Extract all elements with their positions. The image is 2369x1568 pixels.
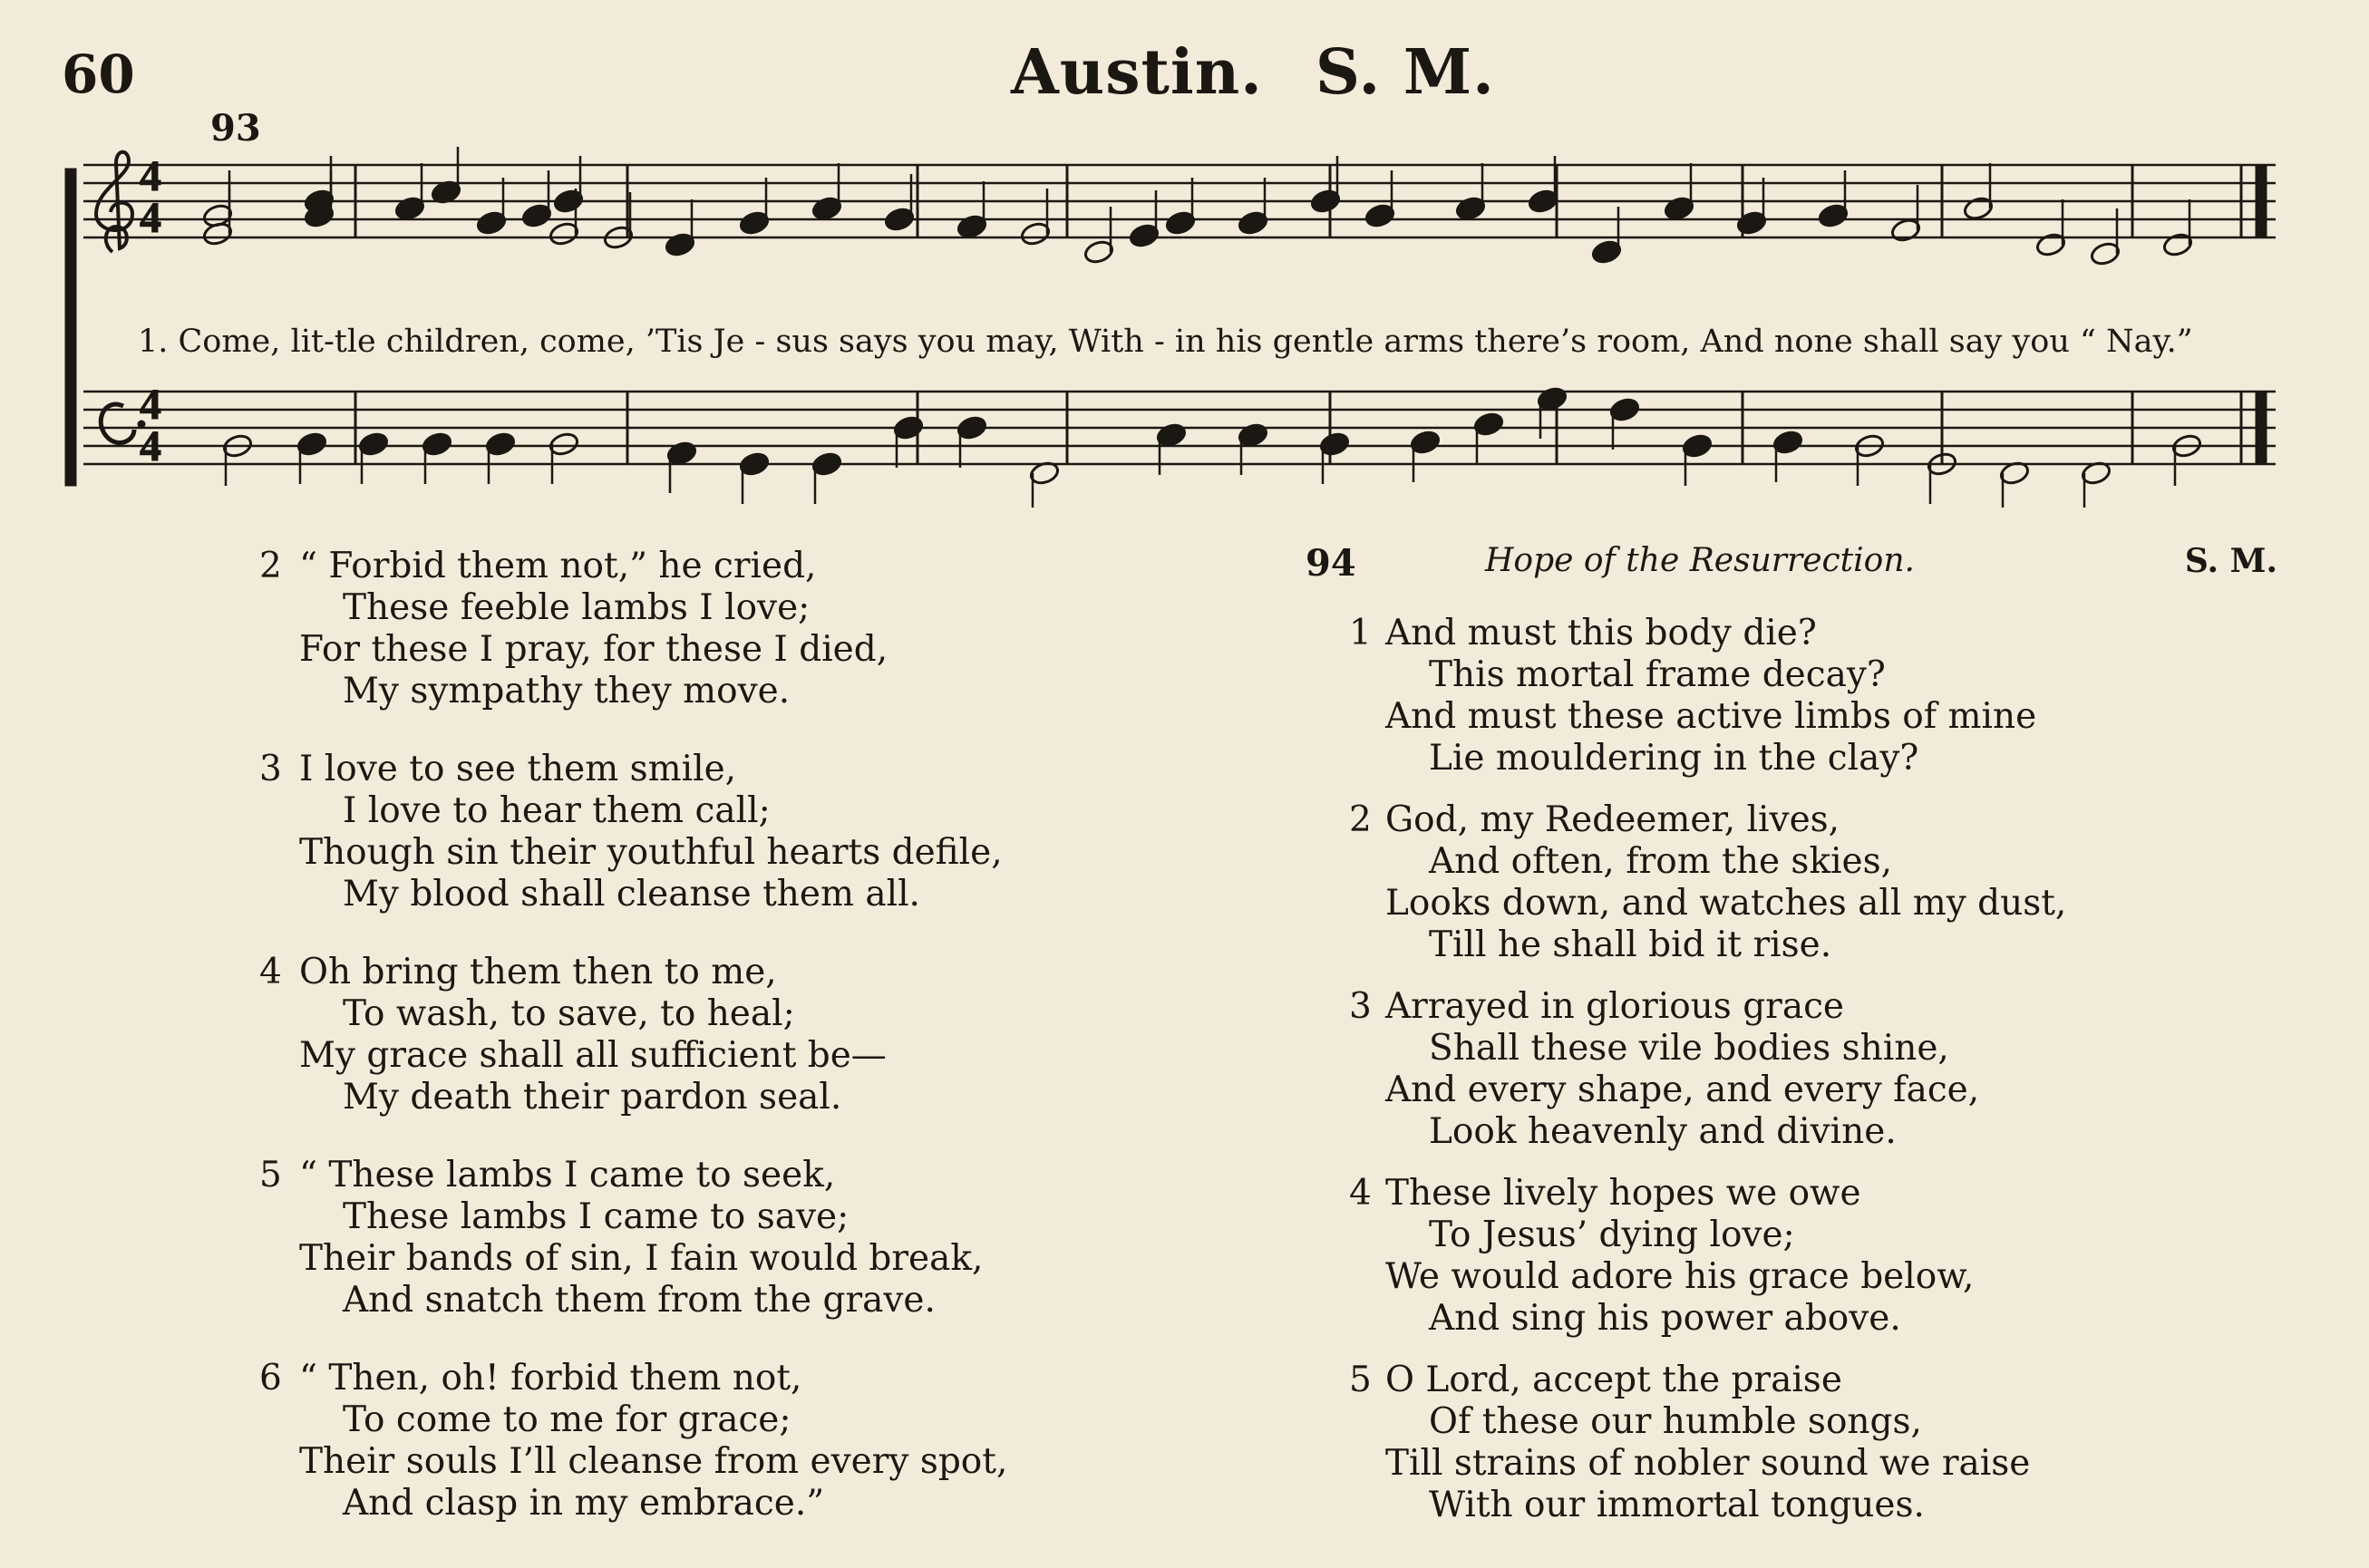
stanza — [1349, 799, 2066, 966]
stanza-line: My death their pardon seal. — [343, 1077, 842, 1118]
stanza-line: These lambs I came to save; — [343, 1196, 850, 1237]
tune-meter: S. M. — [1315, 36, 1495, 109]
stanza-number: 5 — [1349, 1360, 1372, 1400]
stanza-line: And clasp in my embrace.” — [343, 1483, 825, 1524]
tune-header — [1011, 36, 1548, 109]
stanza-line: To wash, to save, to heal; — [343, 993, 795, 1034]
stanza-line: Till strains of nobler sound we raise — [1385, 1443, 2031, 1484]
stanza-line: 3 Arrayed in glorious grace — [1349, 986, 1844, 1027]
stanza-line: Their souls I’ll cleanse from every spot, — [299, 1441, 1008, 1482]
hymn-94-title: Hope of the Resurrection. — [1485, 542, 1915, 579]
stanza — [1349, 613, 2066, 779]
stanza-line: And every shape, and every face, — [1385, 1070, 1980, 1110]
stanza — [259, 1155, 1007, 1321]
music-score — [56, 136, 2286, 508]
stanza — [259, 749, 1007, 915]
stanza-line: 2 “ Forbid them not,” he cried, — [259, 546, 817, 586]
stanza-line: We would adore his grace below, — [1385, 1256, 1975, 1297]
hymn-number-94: 94 — [1306, 542, 1356, 585]
stanza-line: Their bands of sin, I fain would break, — [299, 1238, 984, 1279]
stanza-number: 2 — [1349, 799, 1372, 840]
stanza-line: 1 And must this body die? — [1349, 613, 1817, 653]
stanza-line: Shall these vile bodies shine, — [1429, 1028, 1949, 1069]
page-number: 60 — [62, 44, 135, 105]
hymn-93-verse-1-lyrics: 1. Come, lit-tle children, come, ’Tis Je - sus says you may, With - in his gentle arms there’s room, And none shall say you “ Nay.” — [138, 324, 2193, 360]
hymn-number-93: 93 — [210, 107, 261, 150]
stanza-number: 4 — [259, 952, 282, 992]
stanza-line: Though sin their youthful hearts defile, — [299, 832, 1003, 873]
stanza-line: 4 Oh bring them then to me, — [259, 952, 777, 992]
stanza-line: 3 I love to see them smile, — [259, 749, 737, 789]
hymn-94-meter: S. M. — [2184, 542, 2277, 580]
stanza-line: 5 “ These lambs I came to seek, — [259, 1155, 836, 1195]
stanza-line: These feeble lambs I love; — [343, 587, 811, 628]
stanza-line: My sympathy they move. — [343, 671, 791, 711]
stanza-line: I love to hear them call; — [343, 790, 771, 831]
stanza-line: And often, from the skies, — [1429, 841, 1893, 882]
stanza-line: To come to me for grace; — [343, 1399, 791, 1440]
stanza-line: My grace shall all sufficient be— — [299, 1035, 887, 1076]
stanza-line: Look heavenly and divine. — [1429, 1111, 1897, 1152]
stanza-line: And sing his power above. — [1429, 1298, 1901, 1339]
time-sig-treble-top: 4 — [140, 152, 161, 200]
stanza-line: Lie mouldering in the clay? — [1429, 738, 1919, 779]
stanza-line: To Jesus’ dying love; — [1429, 1215, 1795, 1255]
stanza — [259, 1358, 1007, 1524]
stanza-line: This mortal frame decay? — [1429, 654, 1886, 695]
final-barline-treble — [2256, 165, 2267, 237]
time-sig-bass-top: 4 — [140, 381, 161, 429]
tune-name: Austin. — [1011, 36, 1263, 109]
stanza-number: 4 — [1349, 1173, 1372, 1214]
stanza-number: 6 — [259, 1358, 282, 1399]
stanza-line: Of these our humble songs, — [1429, 1401, 1922, 1442]
time-sig-treble-bottom: 4 — [140, 194, 161, 242]
stanza-line: And snatch them from the grave. — [343, 1280, 936, 1321]
stanza-line: 6 “ Then, oh! forbid them not, — [259, 1358, 802, 1399]
stanza-number: 1 — [1349, 613, 1372, 653]
system-brace — [65, 169, 76, 486]
stanza-line: 5 O Lord, accept the praise — [1349, 1360, 1842, 1400]
stanza — [259, 546, 1007, 712]
final-barline-bass — [2256, 392, 2267, 464]
stanza-number: 5 — [259, 1155, 282, 1195]
stanza-line: For these I pray, for these I died, — [299, 629, 888, 670]
time-sig-bass-bottom: 4 — [140, 422, 161, 470]
hymn-94-stanzas — [1349, 613, 2066, 1526]
stanza-number: 3 — [1349, 986, 1372, 1027]
stanza-line: Looks down, and watches all my dust, — [1385, 883, 2067, 924]
stanza — [259, 952, 1007, 1118]
stanza-line: 2 God, my Redeemer, lives, — [1349, 799, 1840, 840]
stanza-line: 4 These lively hopes we owe — [1349, 1173, 1861, 1214]
hymn-93-stanzas — [259, 546, 1007, 1561]
stanza — [1349, 1173, 2066, 1340]
stanza-number: 2 — [259, 546, 282, 586]
stanza-line: Till he shall bid it rise. — [1429, 924, 1832, 965]
stanza-number: 3 — [259, 749, 282, 789]
stanza-line: My blood shall cleanse them all. — [343, 874, 920, 915]
stanza — [1349, 1360, 2066, 1526]
stanza — [1349, 986, 2066, 1153]
stanza-line: And must these active limbs of mine — [1385, 696, 2037, 737]
stanza-line: With our immortal tongues. — [1429, 1485, 1925, 1525]
